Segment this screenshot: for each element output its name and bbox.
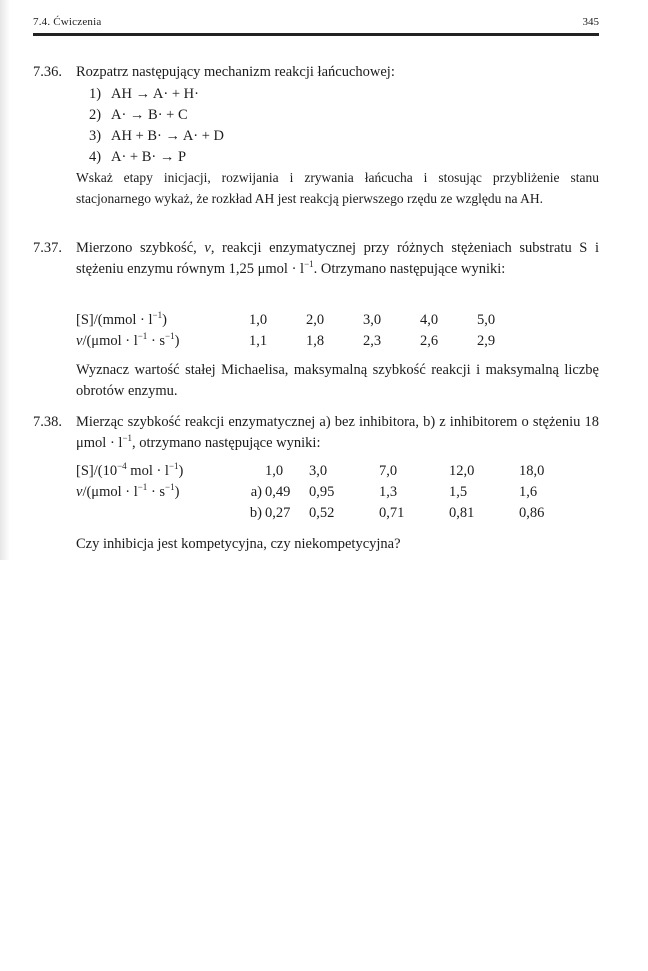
- velocity-symbol: v: [204, 240, 211, 256]
- table-cell: 3,0: [363, 312, 382, 328]
- table-cell: 1,3: [379, 484, 398, 500]
- table-cell: 2,3: [363, 333, 382, 349]
- table-cell: 3,0: [309, 463, 328, 479]
- table-cell: 0,81: [449, 505, 475, 521]
- exponent: −1: [122, 433, 133, 444]
- table-row: [76, 331, 534, 352]
- step-number: 1): [89, 86, 102, 102]
- row-label: [76, 503, 243, 524]
- exercise-number: 7.37.: [33, 240, 62, 256]
- row-label: $v/(\mu mol \cdot l^{-1} \cdot s^{-1})$: [76, 331, 180, 349]
- data-table-7-37: [76, 310, 534, 352]
- table-cell: 0,95: [309, 484, 335, 500]
- intro-text: . Otrzymano następujące wyniki:: [313, 261, 506, 277]
- intro-text: , otrzymano następujące wyniki:: [132, 435, 321, 451]
- mechanism-step: [89, 126, 599, 147]
- table-cell: 2,6: [420, 333, 439, 349]
- table-cell: 0,52: [309, 505, 335, 521]
- series-tag: b): [249, 505, 262, 521]
- table-cell: 4,0: [420, 312, 439, 328]
- step-equation: A· + B· → P: [111, 149, 187, 165]
- exercise-intro: [76, 238, 599, 280]
- table-cell: 1,0: [265, 463, 284, 479]
- row-label: $v/(\mu mol \cdot l^{-1} \cdot s^{-1})$: [76, 482, 180, 500]
- table-row: [76, 503, 589, 524]
- intro-text: Mierzono szybkość,: [76, 240, 205, 256]
- table-cell: 12,0: [449, 463, 475, 479]
- table-cell: 2,0: [306, 312, 325, 328]
- step-number: 4): [89, 149, 102, 165]
- series-tag: [243, 461, 265, 482]
- running-header: [33, 14, 599, 30]
- table-cell: 0,27: [265, 505, 291, 521]
- exercise-intro: [76, 412, 599, 454]
- table-cell: 1,8: [306, 333, 325, 349]
- intro-text: Mierząc szybkość reakcji enzymatycznej a) bez inhibitora, b) z inhibitorem o stężeniu 18 μmol · l: [76, 414, 599, 451]
- table-cell: 1,5: [449, 484, 468, 500]
- exercise-intro: Rozpatrz następujący mechanizm reakcji łańcuchowej:: [76, 64, 395, 80]
- section-title: 7.4. Ćwiczenia: [33, 16, 102, 28]
- exercise-7-36-task: [33, 167, 599, 209]
- table-cell: 1,1: [249, 333, 268, 349]
- mechanism-step: [89, 105, 599, 126]
- intro-text: , reakcji enzymatycznej przy różnych stężeniach substratu S i stężeniu enzymu równym 1,25 μmol · l: [76, 240, 599, 277]
- row-label: [S]/(mmol · $l^{-1}$): [76, 310, 167, 328]
- step-equation: A· → B· + C: [111, 107, 188, 123]
- exercise-task: Wskaż etapy inicjacji, rozwijania i zrywania łańcucha i stosując przybliżenie stanu stacjonarnego wykaż, że rozkład AH jest reakcją pierwszego rzędu ze względu na AH.: [76, 170, 599, 206]
- exercise-task: Wyznacz wartość stałej Michaelisa, maksymalną szybkość reakcji i maksymalną liczbę obrotów enzymu.: [76, 362, 599, 399]
- exercise-7-37-task: [33, 360, 599, 402]
- row-label: $[S]/(10^{-4}$ mol · $l^{-1}$): [76, 461, 184, 479]
- table-cell: 18,0: [519, 463, 545, 479]
- step-equation: AH + B· → A· + D: [111, 128, 225, 144]
- exercise-number: 7.36.: [33, 64, 62, 80]
- page-edge-shadow: [0, 0, 10, 560]
- table-row: [76, 482, 589, 503]
- exercise-7-38-question: [33, 534, 599, 555]
- table-row: [76, 310, 534, 331]
- table-cell: 5,0: [477, 312, 496, 328]
- table-cell: 0,49: [265, 484, 291, 500]
- series-tag: a): [250, 484, 262, 500]
- page-number: 345: [582, 16, 599, 28]
- mechanism-step: [89, 84, 599, 105]
- table-row: [76, 461, 589, 482]
- table-cell: 7,0: [379, 463, 398, 479]
- header-rule: [33, 33, 599, 36]
- step-number: 2): [89, 107, 102, 123]
- exercise-number: 7.38.: [33, 414, 62, 430]
- table-cell: 0,71: [379, 505, 405, 521]
- data-table-7-38: [76, 461, 589, 524]
- step-number: 3): [89, 128, 102, 144]
- table-cell: 2,9: [477, 333, 496, 349]
- table-cell: 1,6: [519, 484, 538, 500]
- table-cell: 1,0: [249, 312, 268, 328]
- mechanism-steps: [89, 84, 599, 168]
- table-cell: 0,86: [519, 505, 545, 521]
- mechanism-step: [89, 147, 599, 168]
- step-equation: AH → A· + H·: [111, 86, 199, 102]
- exponent: −1: [304, 259, 314, 270]
- exercise-question: Czy inhibicja jest kompetycyjna, czy niekompetycyjna?: [76, 536, 401, 552]
